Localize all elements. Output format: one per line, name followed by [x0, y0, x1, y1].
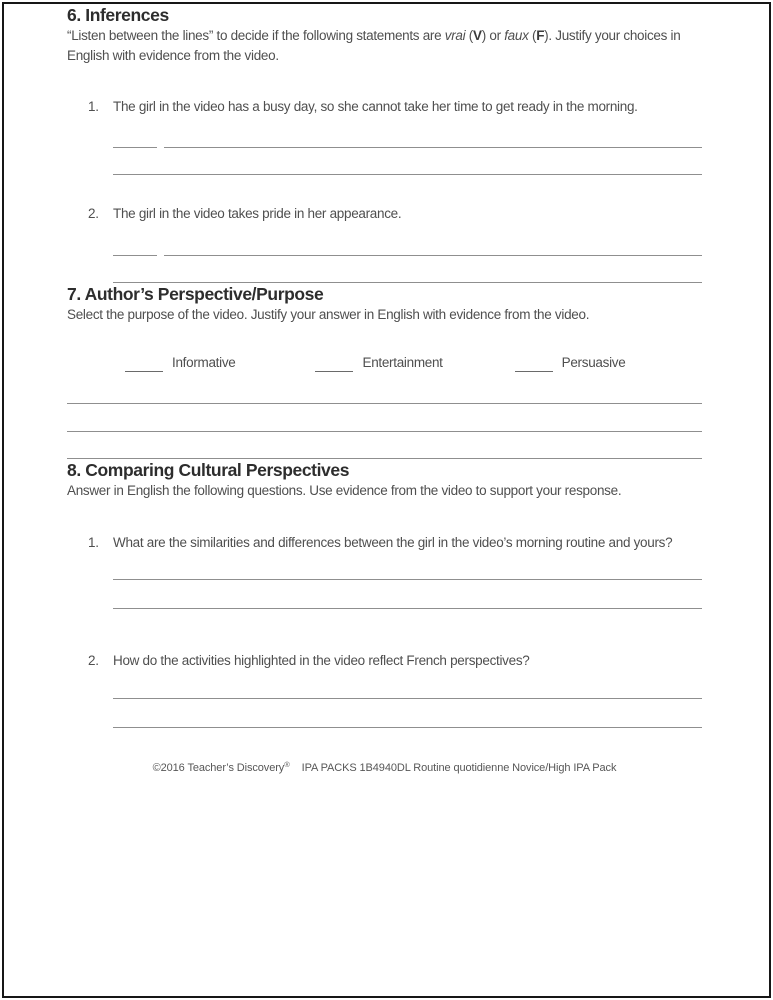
section-author-purpose — [67, 283, 702, 459]
justification-line — [67, 411, 702, 432]
section-cultural-perspectives — [67, 459, 702, 728]
response-line — [113, 559, 702, 580]
worksheet-page — [2, 2, 771, 998]
vf-answer-blank — [113, 127, 157, 148]
answer-row-6-2 — [113, 235, 702, 256]
option-label: Persuasive — [561, 355, 626, 370]
question-number: 2. — [88, 206, 99, 221]
question-8-1 — [67, 533, 702, 553]
question-text: The girl in the video takes pride in her appearance. — [113, 206, 402, 221]
section-inferences — [67, 4, 702, 283]
section-7-heading: 7. Author’s Perspective/Purpose — [67, 284, 324, 304]
question-number: 1. — [88, 535, 99, 550]
justification-line — [113, 262, 702, 283]
question-number: 1. — [88, 99, 99, 114]
copyright-text: ©2016 Teacher’s Discovery — [152, 762, 285, 774]
purpose-options — [67, 351, 702, 372]
registered-trademark-symbol: ® — [284, 760, 290, 769]
question-6-2 — [67, 204, 702, 224]
option-persuasive — [515, 354, 626, 372]
option-label: Entertainment — [362, 355, 443, 370]
question-6-1 — [67, 97, 702, 117]
page-content — [4, 4, 769, 996]
product-code-text: IPA PACKS 1B4940DL Routine quotidienne Novice/High IPA Pack — [301, 762, 617, 774]
instr-text: ). Justify your choices in English with evidence from the video. — [67, 28, 681, 63]
vrai-italic: vrai — [444, 28, 466, 43]
response-line — [113, 588, 702, 609]
response-line — [113, 707, 702, 728]
v-bold: V — [473, 28, 482, 43]
question-text: The girl in the video has a busy day, so she cannot take her time to get ready in the morning. — [113, 99, 638, 114]
section-8-instructions: Answer in English the following questions. Use evidence from the video to support your response. — [67, 483, 622, 498]
option-informative — [125, 354, 235, 372]
f-bold: F — [536, 28, 545, 43]
instr-text: ( — [528, 28, 537, 43]
section-7-instructions: Select the purpose of the video. Justify your answer in English with evidence from the video. — [67, 307, 590, 322]
section-6-instructions — [67, 26, 702, 66]
response-line — [113, 678, 702, 699]
checkmark-blank — [125, 356, 163, 372]
justification-line — [164, 235, 702, 256]
question-8-2 — [67, 651, 702, 671]
question-text: How do the activities highlighted in the video reflect French perspectives? — [113, 653, 530, 668]
instr-text: ( — [465, 28, 473, 43]
question-text: What are the similarities and differences between the girl in the video’s morning routine and yours? — [113, 535, 673, 550]
answer-row-6-1 — [113, 127, 702, 148]
checkmark-blank — [315, 356, 353, 372]
question-number: 2. — [88, 653, 99, 668]
justification-line — [164, 127, 702, 148]
section-8-heading: 8. Comparing Cultural Perspectives — [67, 460, 350, 480]
justification-line — [67, 438, 702, 459]
faux-italic: faux — [504, 28, 529, 43]
page-footer — [67, 758, 702, 775]
justification-line — [67, 383, 702, 404]
checkmark-blank — [515, 356, 553, 372]
option-entertainment — [315, 354, 442, 372]
vf-answer-blank — [113, 235, 157, 256]
instr-text: ) or — [481, 28, 505, 43]
option-label: Informative — [172, 355, 236, 370]
section-6-heading: 6. Inferences — [67, 5, 169, 25]
justification-line — [113, 154, 702, 175]
instr-text: “Listen between the lines” to decide if the following statements are — [67, 28, 445, 43]
